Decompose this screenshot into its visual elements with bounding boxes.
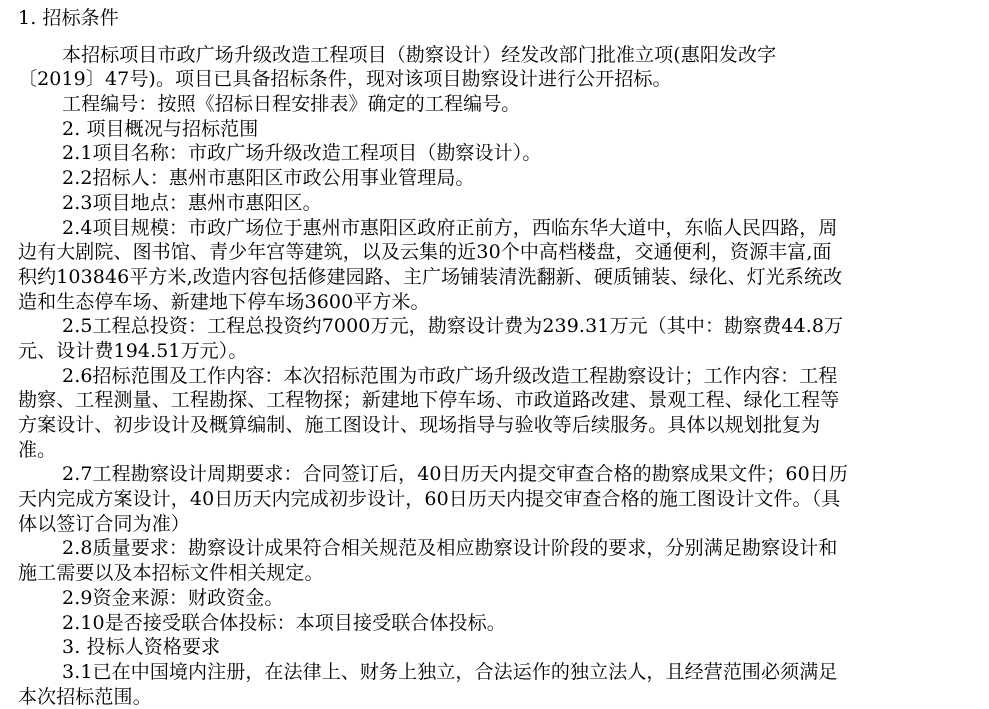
paragraph-line: 勘察、工程测量、工程勘探、工程物探；新建地下停车场、市政道路改建、景观工程、绿化工程等: [18, 389, 840, 412]
section-heading-1: 1. 招标条件: [18, 7, 119, 29]
paragraph-line: 方案设计、初步设计及概算编制、施工图设计、现场指导与验收等后续服务。具体以规划批复为: [18, 414, 821, 436]
paragraph-line: 本招标项目市政广场升级改造工程项目（勘察设计）经发改部门批准立项(惠阳发改字: [62, 43, 777, 66]
paragraph-line: 体以签订合同为准）: [18, 512, 190, 535]
item-project-location: 2.3项目地点：惠州市惠阳区。: [62, 191, 322, 214]
item-total-investment: 2.5工程总投资：工程总投资约7000万元，勘察设计费为239.31万元（其中：勘察费44.8万: [62, 315, 844, 338]
paragraph-line: 造和生态停车场、新建地下停车场3600平方米。: [18, 290, 430, 313]
section-heading-2: 2. 项目概况与招标范围: [62, 117, 259, 140]
item-project-scale: 2.4项目规模：市政广场位于惠州市惠阳区政府正前方，西临东华大道中，东临人民四路，周: [62, 216, 838, 239]
paragraph-line: 工程编号：按照《招标日程安排表》确定的工程编号。: [62, 93, 521, 116]
item-project-name: 2.1项目名称：市政广场升级改造工程项目（勘察设计）。: [62, 142, 542, 165]
document-body: [18, 0, 978, 709]
paragraph-line: 天内完成方案设计，40日历天内完成初步设计，60日历天内提交审查合格的施工图设计文件。（具: [18, 488, 841, 511]
paragraph-line: 〔2019〕47号)。项目已具备招标条件，现对该项目勘察设计进行公开招标。: [18, 68, 672, 91]
paragraph-line: 本次招标范围。: [18, 685, 152, 708]
paragraph-line: 积约103846平方米,改造内容包括修建园路、主广场铺装清洗翻新、硬质铺装、绿化、灯光系统改: [18, 265, 843, 288]
item-quality-requirement: 2.8质量要求：勘察设计成果符合相关规范及相应勘察设计阶段的要求，分别满足勘察设计和: [62, 537, 838, 560]
item-joint-bid: 2.10是否接受联合体投标：本项目接受联合体投标。: [62, 611, 506, 634]
item-bidder-registration: 3.1已在中国境内注册，在法律上、财务上独立，合法运作的独立法人，且经营范围必须满足: [62, 660, 838, 683]
item-tenderer: 2.2招标人：惠州市惠阳区市政公用事业管理局。: [62, 167, 475, 190]
section-heading-3: 3. 投标人资格要求: [62, 636, 221, 659]
paragraph-line: 施工需要以及本招标文件相关规定。: [18, 562, 324, 585]
paragraph-gap: [18, 31, 978, 43]
item-schedule-requirement: 2.7工程勘察设计周期要求：合同签订后，40日历天内提交审查合格的勘察成果文件；60日历: [62, 463, 848, 486]
paragraph-line: 准。: [18, 438, 57, 461]
paragraph-line: 元、设计费194.51万元）。: [18, 339, 248, 362]
paragraph-line: 边有大剧院、图书馆、青少年宫等建筑，以及云集的近30个中高档楼盘，交通便利，资源丰富,面: [18, 241, 832, 264]
item-fund-source: 2.9资金来源：财政资金。: [62, 586, 284, 609]
item-scope-and-content: 2.6招标范围及工作内容：本次招标范围为市政广场升级改造工程勘察设计；工作内容：工程: [62, 364, 838, 387]
